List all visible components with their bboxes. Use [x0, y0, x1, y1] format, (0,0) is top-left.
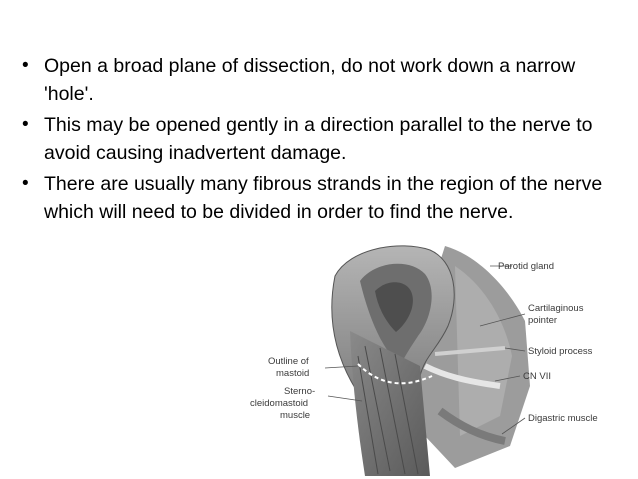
bullet-dot: •	[22, 114, 29, 135]
bullet-item	[22, 170, 622, 226]
label-sternocleidomastoid-3: muscle	[280, 410, 311, 421]
bullet-text: There are usually many fibrous strands in the region of the nerve which will need to be divided in order to find the nerve.	[44, 173, 603, 223]
label-cartilaginous-pointer-2: pointer	[528, 315, 558, 326]
bullet-text: Open a broad plane of dissection, do not work down a narrow 'hole'.	[44, 55, 576, 105]
bullet-dot: •	[22, 55, 29, 76]
label-styloid-process: Styloid process	[528, 346, 593, 357]
ear-dissection-illustration	[240, 236, 620, 476]
bullet-item	[22, 52, 622, 108]
label-parotid-gland: Parotid gland	[498, 261, 554, 272]
bullet-text: This may be opened gently in a direction parallel to the nerve to avoid causing inadvertent damage.	[44, 114, 593, 164]
label-outline-of-mastoid: Outline of	[268, 356, 309, 367]
bullet-item	[22, 111, 622, 167]
label-outline-of-mastoid-2: mastoid	[276, 368, 310, 379]
anatomy-figure	[240, 236, 620, 476]
label-sternocleidomastoid: Sterno-	[284, 386, 316, 397]
label-sternocleidomastoid-2: cleidomastoid	[250, 398, 309, 409]
label-cartilaginous-pointer: Cartilaginous	[528, 303, 584, 314]
bullet-list	[22, 52, 622, 229]
label-cn-vii: CN VII	[523, 371, 551, 382]
bullet-dot: •	[22, 173, 29, 194]
label-digastric-muscle: Digastric muscle	[528, 413, 598, 424]
